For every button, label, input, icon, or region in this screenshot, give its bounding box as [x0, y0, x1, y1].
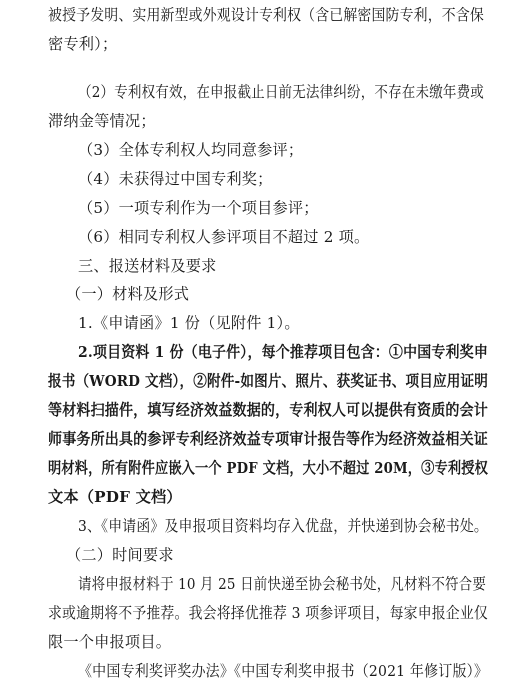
text-line-15: 师事务所出具的参评专利经济效益专项审计报告等作为经济效益相关证 — [48, 430, 488, 448]
text-line-4: 滞纳金等情况； — [48, 112, 156, 130]
text-line-5: （3）全体专利权人均同意参评； — [78, 141, 304, 159]
text-line-1: 被授予发明、实用新型或外观设计专利权（含已解密国防专利，不含保 — [48, 6, 484, 24]
text-line-6: （4）未获得过中国专利奖； — [78, 170, 273, 188]
text-line-18: 3、《申请函》及申报项目资料均存入优盘，并快递到协会秘书处。 — [78, 517, 488, 535]
text-line-14: 等材料扫描件，填写经济效益数据的，专利权人可以提供有资质的会计 — [48, 401, 488, 419]
text-line-21: 求或逾期将不予推荐。我会将择优推荐 3 项参评项目，每家申报企业仅 — [48, 604, 488, 622]
subsection-heading-1: （一）材料及形式 — [66, 285, 190, 303]
text-line-13: 报书（WORD 文档），②附件-如图片、照片、获奖证书、项目应用证明 — [48, 372, 489, 390]
text-line-3: （2）专利权有效，在申报截止日前无法律纠纷，不存在未缴年费或 — [78, 83, 484, 101]
text-line-17: 文本（PDF 文档） — [48, 488, 182, 506]
text-line-20: 请将申报材料于 10 月 25 日前快递至协会秘书处，凡材料不符合要 — [78, 575, 486, 593]
text-line-12: 2.项目资料 1 份（电子件），每个推荐项目包含：①中国专利奖申 — [78, 343, 488, 361]
text-line-11: 1.《申请函》1 份（见附件 1）。 — [78, 314, 300, 332]
subsection-heading-2: （二）时间要求 — [66, 546, 174, 564]
text-line-23: 《中国专利奖评奖办法》《中国专利奖申报书（2021 年修订版）》 — [78, 662, 489, 680]
section-heading-3: 三、报送材料及要求 — [78, 257, 217, 275]
text-line-22: 限一个申报项目。 — [48, 633, 172, 651]
text-line-2: 密专利）； — [48, 35, 118, 53]
text-line-7: （5）一项专利作为一个项目参评； — [78, 199, 319, 217]
text-line-8: （6）相同专利权人参评项目不超过 2 项。 — [78, 228, 370, 246]
text-line-16: 明材料，所有附件应嵌入一个 PDF 文档，大小不超过 20M，③专利授权 — [48, 459, 489, 477]
